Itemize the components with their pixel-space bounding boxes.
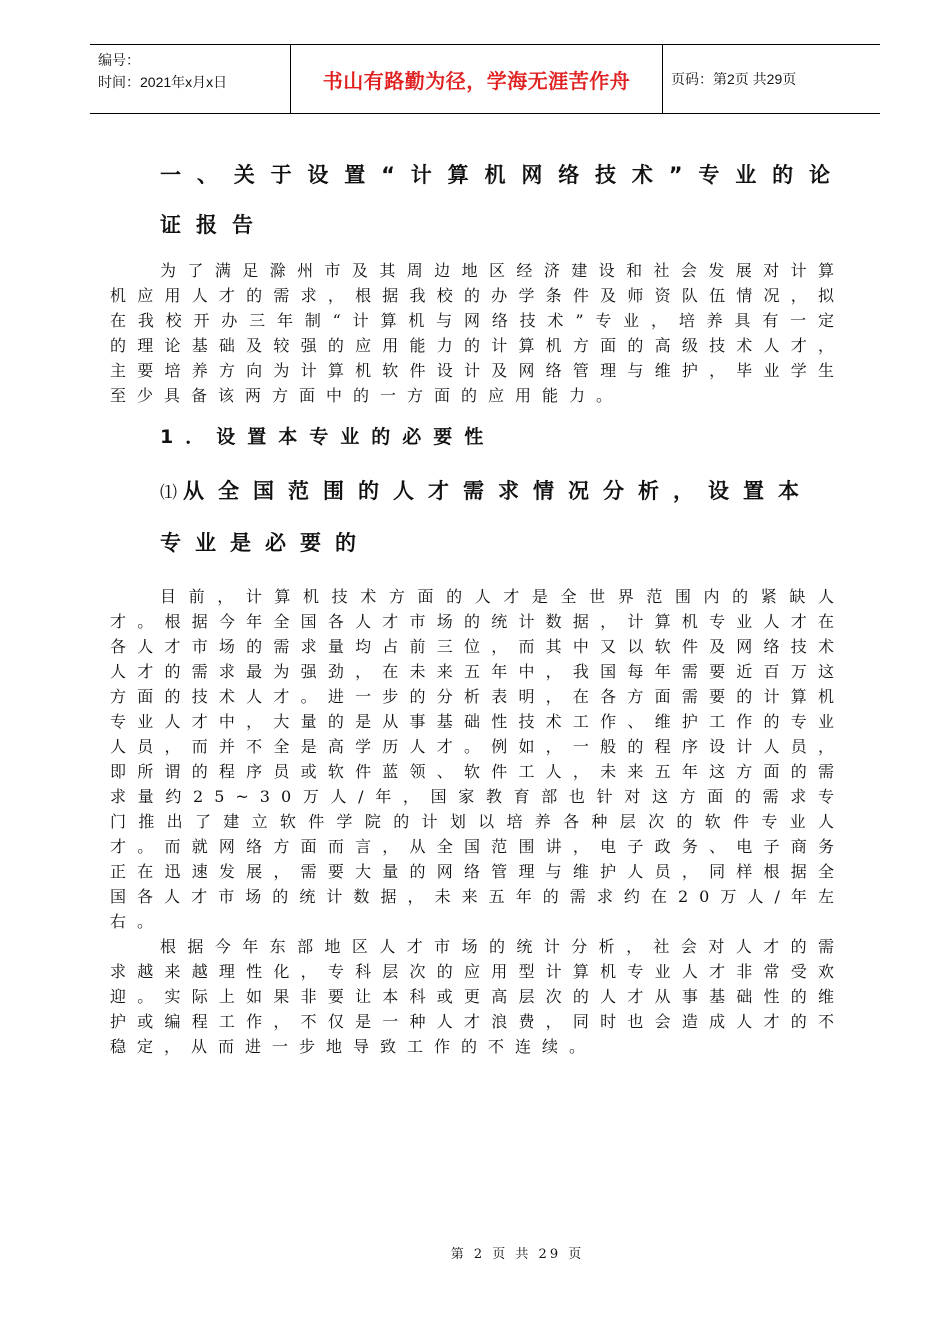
body-paragraph-2: 根据今年东部地区人才市场的统计分析，社会对人才的需求越来越理性化，专科层次的应用型计算机专业人才非常受欢迎。实际上如果非要让本科或更高层次的人才从事基础性的维护或编程工作，不仅是一种人才浪费，同时也会造成人才的不稳定，从而进一步地导致工作的不连续。 — [110, 937, 845, 1056]
subsection-heading-text: 从全国范围的人才需求情况分析，设置本专业是必要的 — [160, 479, 813, 555]
header-motto-cell — [290, 45, 663, 113]
header-motto: 书山有路勤为径，学海无涯苦作舟 — [322, 68, 631, 93]
header-page-info: 页码：第2页 共29页 — [671, 71, 797, 87]
header-page-info-cell — [663, 45, 880, 113]
document-title: 一、关于设置“计算机网络技术”专业的论证报告 — [160, 163, 845, 237]
subsection-heading-national — [110, 466, 845, 568]
footer-page-number: 第 2 页 共 29 页 — [450, 1247, 585, 1262]
section-heading-necessity: 1．设置本专业的必要性 — [160, 426, 496, 448]
document-body — [110, 150, 845, 1059]
body-paragraph-1: 目前，计算机技术方面的人才是全世界范围内的紧缺人才。根据今年全国各人才市场的统计数据，计算机专业人才在各人才市场的需求量均占前三位，而其中又以软件及网络技术人才的需求最为强劲，在未来五年中，我国每年需要近百万这方面的技术人才。进一步的分析表明，在各方面需要的计算机专业人才中，大量的是从事基础性技术工作、维护工作的专业人员，而并不全是高学历人才。例如，一般的程序设计人员，即所谓的程序员或软件蓝领、软件工人，未来五年这方面的需求量约25~30万人/年，国家教育部也针对这方面的需求专门推出了建立软件学院的计划以培养各种层次的软件专业人才。而就网络方面而言，从全国范围讲，电子政务、电子商务正在迅速发展，需要大量的网络管理与维护人员，同样根据全国各人才市场的统计数据，未来五年的需求约在20万人/年左右。 — [110, 587, 845, 931]
subsection-number: ⑴ — [160, 483, 183, 503]
header-time-label: 时间：2021年x月x日 — [98, 74, 228, 90]
header-meta — [90, 45, 290, 113]
page-footer — [0, 1243, 950, 1262]
intro-paragraph: 为了满足滁州市及其周边地区经济建设和社会发展对计算机应用人才的需求，根据我校的办学条件及师资队伍情况，拟在我校开办三年制“计算机与网络技术”专业，培养具有一定的理论基础及较强的应用能力的计算机方面的高级技术人才，主要培养方向为计算机软件设计及网络管理与维护，毕业学生至少具备该两方面中的一方面的应用能力。 — [110, 261, 845, 405]
header-number-label: 编号： — [98, 52, 140, 68]
page-header — [90, 44, 880, 114]
